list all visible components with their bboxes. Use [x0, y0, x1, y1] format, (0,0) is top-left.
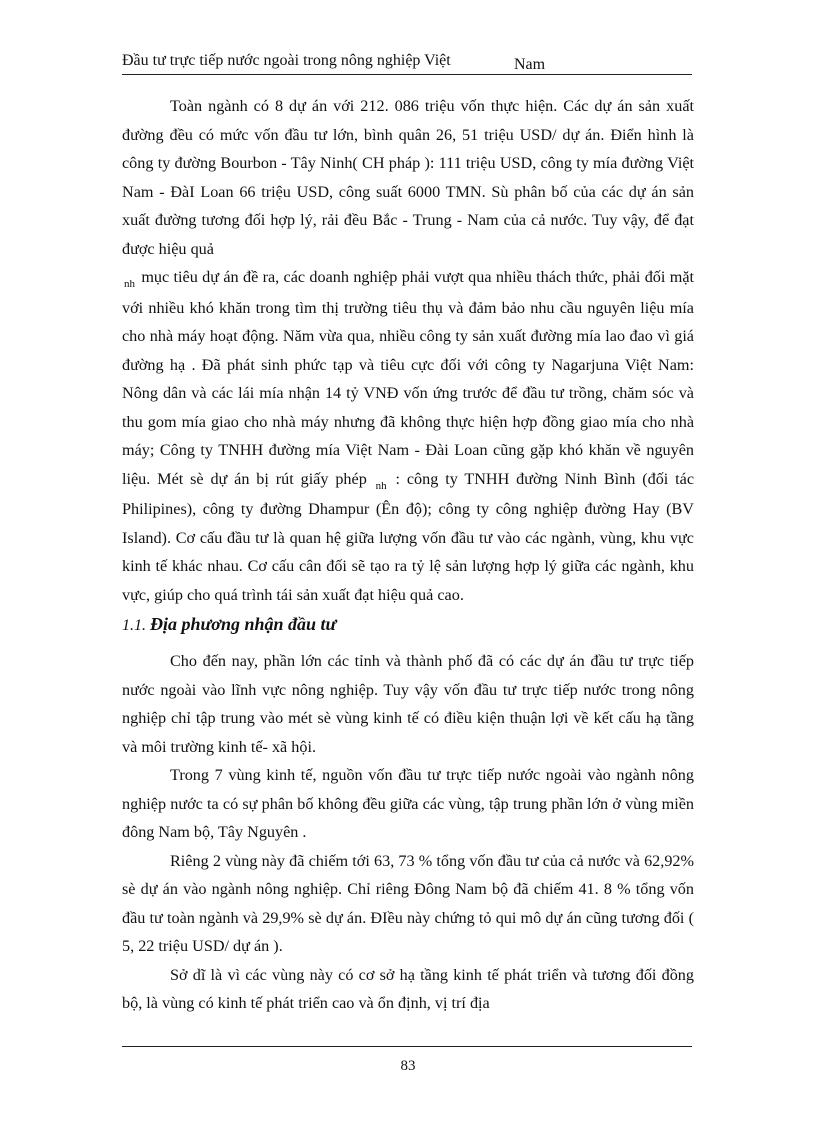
- header-title-end: Nam: [514, 56, 546, 73]
- running-header: [122, 48, 692, 75]
- paragraph-2: Cho đến nay, phần lớn các tỉnh và thành phố đã có các dự án đầu tư trực tiếp nước ngoài vào lĩnh vực nông nghiệp. Tuy vậy vốn đầu tư trực tiếp nước trong nông nghiệp chỉ tập trung vào mét sè vùng kinh tế có điều kiện thuận lợi về kết cấu hạ tầng và môi trường kinh tế- xã hội.: [122, 652, 694, 756]
- paragraph-4: Riêng 2 vùng này đã chiếm tới 63, 73 % tổng vốn đầu tư của cả nước và 62,92% sè dự án vào ngành nông nghiệp. Chỉ riêng Đông Nam bộ đã chiếm 41. 8 % tổng vốn đầu tư toàn ngành và 29,9% sè dự án. ĐIều này chứng tỏ qui mô dự án cũng tương đối ( 5, 22 triệu USD/ dự án ).: [122, 851, 694, 955]
- page-number: 83: [400, 1058, 416, 1074]
- paragraph-1: [122, 92, 694, 609]
- section-number: 1.1.: [122, 617, 146, 634]
- page-body: [122, 92, 694, 1018]
- paragraph-5: Sở dĩ là vì các vùng này có cơ sở hạ tầng kinh tế phát triển và tương đối đồng bộ, là vùng có kinh tế phát triển cao và ổn định, vị trí địa: [122, 965, 694, 1012]
- paragraph-1-text-c: : công ty TNHH đường Ninh Bình (đối tác Philipines), công ty đường Dhampur (Ên độ); công ty công nghiệp đường Hay (BV Island). Cơ cấu đầu tư là quan hệ giữa lượng vốn đầu tư vào các ngành, vùng, khu vực kinh tế khác nhau. Cơ cấu cân đối sẽ tạo ra tỷ lệ sản lượng hợp lý giữa các ngành, khu vực, giúp cho quá trình tái sản xuất đạt hiệu quả cao.: [122, 469, 695, 604]
- paragraph-3: Trong 7 vùng kinh tế, nguồn vốn đầu tư trực tiếp nước ngoài vào ngành nông nghiệp nước ta có sự phân bố không đều giữa các vùng, tập trung phần lớn ở vùng miền đông Nam bộ, Tây Nguyên .: [122, 766, 694, 841]
- paragraph-1-text: Toàn ngành có 8 dự án với 212. 086 triệu vốn thực hiện. Các dự án sản xuất đường đều có mức vốn đầu tư lớn, bình quân 26, 51 triệu USD/ dự án. Điển hình là công ty đường Bourbon - Tây Ninh( CH pháp ): 111 triệu USD, công ty mía đường Việt Nam - ĐàI Loan 66 triệu USD, công suất 6000 TMN. Sù phân bố của các dự án sản xuất đường tương đối hợp lý, rải đều Bắc - Trung - Nam của cả nước. Tuy vậy, để đạt được hiệu quả: [122, 97, 694, 258]
- stray-mark-2: nh: [375, 479, 387, 492]
- stray-mark: nh: [124, 278, 135, 290]
- paragraph-1-text-b: mục tiêu dự án đề ra, các doanh nghiệp phải vượt qua nhiều thách thức, phải đối mặt với nhiều khó khăn trong tìm thị trường tiêu thụ và đảm bảo nhu cầu nguyên liệu mía cho nhà máy hoạt động. Năm vừa qua, nhiều công ty sản xuất đường mía lao đao vì giá đường hạ . Đã phát sinh phức tạp và tiêu cực đối với công ty Nagarjuna Việt Nam: Nông dân và các lái mía nhận 14 tỷ VNĐ vốn ứng trước để đầu tư trồng, chăm sóc và thu gom mía giao cho nhà máy nhưng đã không thực hiện hợp đồng giao mía cho nhà máy; Công ty TNHH đường mía Việt Nam - Đài Loan cũng gặp khó khăn về nguyên liệu. Mét sè dự án bị rút giấy phép: [122, 268, 694, 488]
- header-title: Đầu tư trực tiếp nước ngoài trong nông nghiệp Việt: [122, 52, 451, 69]
- footer-rule: [122, 1046, 692, 1047]
- section-heading: [122, 609, 694, 641]
- section-title: Địa phương nhận đầu tư: [150, 614, 337, 634]
